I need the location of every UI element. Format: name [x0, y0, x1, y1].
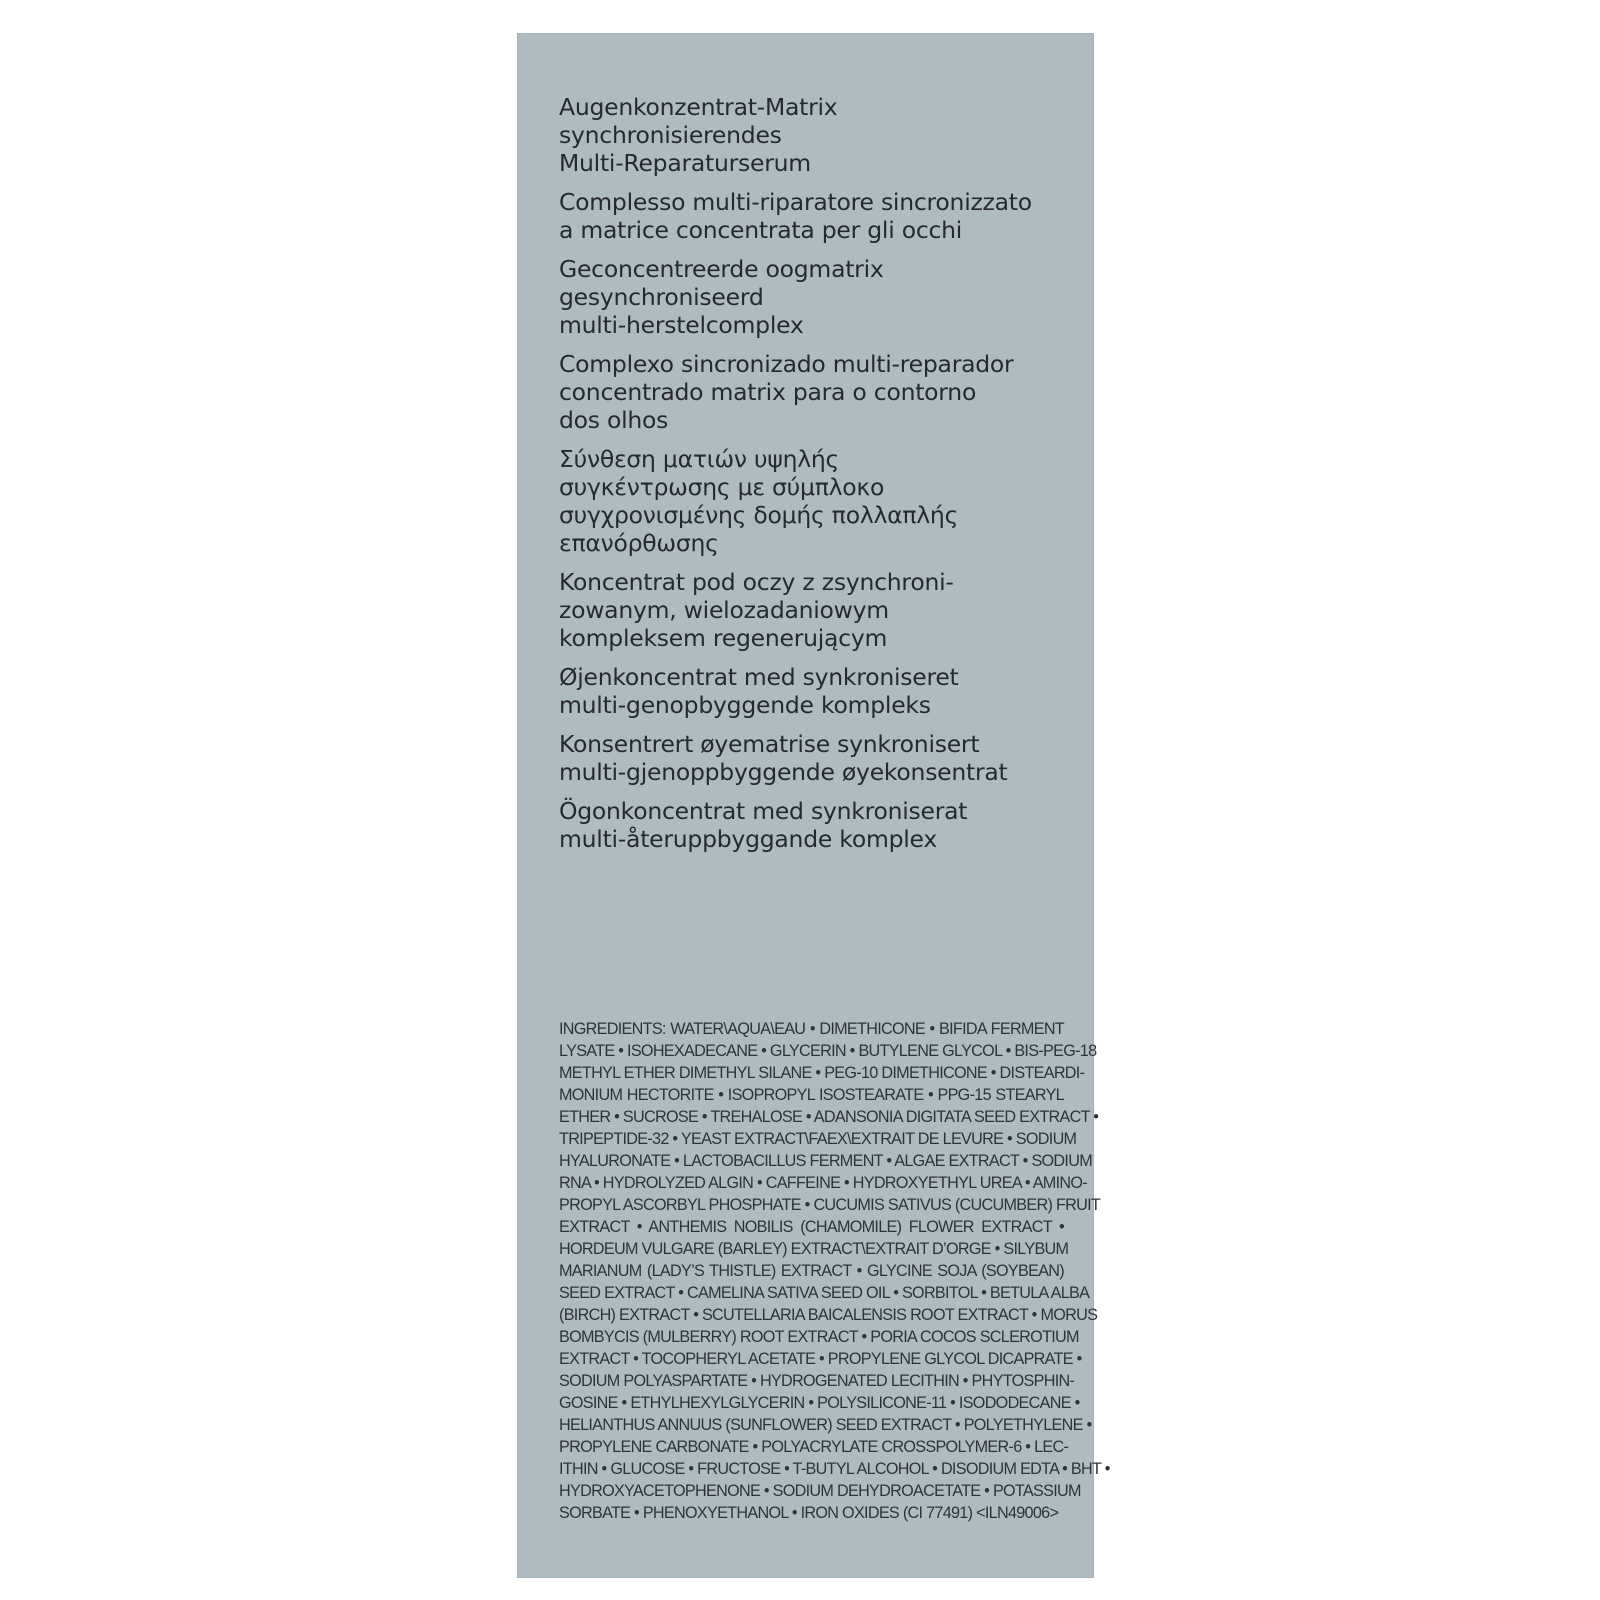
- ingredients-line: HYALURONATE • LACTOBACILLUS FERMENT • ALGAE EXTRACT • SODIUM: [559, 1152, 1092, 1170]
- ingredients-line: MONIUM HECTORITE • ISOPROPYL ISOSTEARATE • PPG-15 STEARYL: [559, 1086, 1064, 1104]
- ingredients-line: SODIUM POLYASPARTATE • HYDROGENATED LECITHIN • PHYTOSPHIN-: [559, 1372, 1075, 1390]
- ingredients-line: SEED EXTRACT • CAMELINA SATIVA SEED OIL • SORBITOL • BETULA ALBA: [559, 1284, 1090, 1302]
- ingredients-line: HORDEUM VULGARE (BARLEY) EXTRACT\EXTRAIT D’ORGE • SILYBUM: [559, 1240, 1069, 1258]
- ingredients-line: MARIANUM (LADY’S THISTLE) EXTRACT • GLYCINE SOJA (SOYBEAN): [559, 1262, 1064, 1280]
- product-name-no: Konsentrert øyematrise synkronisert multi-gjenoppbyggende øyekonsentrat: [559, 730, 1008, 786]
- ingredients-line: INGREDIENTS: WATER\AQUA\EAU • DIMETHICONE • BIFIDA FERMENT: [559, 1020, 1064, 1038]
- product-name-de: Augenkonzentrat-Matrix synchronisierendes Multi-Reparaturserum: [559, 93, 838, 177]
- ingredients-line: RNA • HYDROLYZED ALGIN • CAFFEINE • HYDROXYETHYL UREA • AMINO-: [559, 1174, 1087, 1192]
- ingredients-line: EXTRACT • ANTHEMIS NOBILIS (CHAMOMILE) FLOWER EXTRACT •: [559, 1218, 1064, 1236]
- ingredients-line: GOSINE • ETHYLHEXYLGLYCERIN • POLYSILICONE-11 • ISODODECANE •: [559, 1394, 1080, 1412]
- ingredients-line: (BIRCH) EXTRACT • SCUTELLARIA BAICALENSIS ROOT EXTRACT • MORUS: [559, 1306, 1098, 1324]
- product-name-nl: Geconcentreerde oogmatrix gesynchroniseerd multi-herstelcomplex: [559, 255, 884, 339]
- ingredients-line: TRIPEPTIDE-32 • YEAST EXTRACT\FAEX\EXTRAIT DE LEVURE • SODIUM: [559, 1130, 1077, 1148]
- product-name-it: Complesso multi-riparatore sincronizzato a matrice concentrata per gli occhi: [559, 188, 1032, 244]
- ingredients-line: SORBATE • PHENOXYETHANOL • IRON OXIDES (CI 77491) <ILN49006>: [559, 1504, 1059, 1522]
- carton-panel: [517, 33, 1110, 1578]
- ingredients-line: HELIANTHUS ANNUUS (SUNFLOWER) SEED EXTRACT • POLYETHYLENE •: [559, 1416, 1092, 1434]
- ingredients-line: ITHIN • GLUCOSE • FRUCTOSE • T-BUTYL ALCOHOL • DISODIUM EDTA • BHT •: [559, 1460, 1110, 1478]
- product-name-pl: Koncentrat pod oczy z zsynchroni- zowanym, wielozadaniowym kompleksem regenerującym: [559, 568, 954, 652]
- ingredients-line: METHYL ETHER DIMETHYL SILANE • PEG-10 DIMETHICONE • DISTEARDI-: [559, 1064, 1085, 1082]
- ingredients-line: EXTRACT • TOCOPHERYL ACETATE • PROPYLENE GLYCOL DICAPRATE •: [559, 1350, 1082, 1368]
- ingredients-line: PROPYLENE CARBONATE • POLYACRYLATE CROSSPOLYMER-6 • LEC-: [559, 1438, 1069, 1456]
- ingredients-list: [559, 1018, 1110, 1524]
- product-name-sv: Ögonkoncentrat med synkroniserat multi-återuppbyggande komplex: [559, 797, 968, 853]
- ingredients-line: BOMBYCIS (MULBERRY) ROOT EXTRACT • PORIA COCOS SCLEROTIUM: [559, 1328, 1079, 1346]
- product-names: [559, 93, 1079, 864]
- product-name-el: Σύνθεση ματιών υψηλής συγκέντρωσης με σύμπλοκο συγχρονισμένης δομής πολλαπλής επανόρθωσης: [559, 445, 959, 557]
- product-name-pt: Complexo sincronizado multi-reparador concentrado matrix para o contorno dos olhos: [559, 350, 1014, 434]
- ingredients-line: PROPYL ASCORBYL PHOSPHATE • CUCUMIS SATIVUS (CUCUMBER) FRUIT: [559, 1196, 1101, 1214]
- ingredients-line: HYDROXYACETOPHENONE • SODIUM DEHYDROACETATE • POTASSIUM: [559, 1482, 1081, 1500]
- product-name-da: Øjenkoncentrat med synkroniseret multi-genopbyggende kompleks: [559, 663, 959, 719]
- ingredients-line: LYSATE • ISOHEXADECANE • GLYCERIN • BUTYLENE GLYCOL • BIS-PEG-18: [559, 1042, 1097, 1060]
- ingredients-line: ETHER • SUCROSE • TREHALOSE • ADANSONIA DIGITATA SEED EXTRACT •: [559, 1108, 1099, 1126]
